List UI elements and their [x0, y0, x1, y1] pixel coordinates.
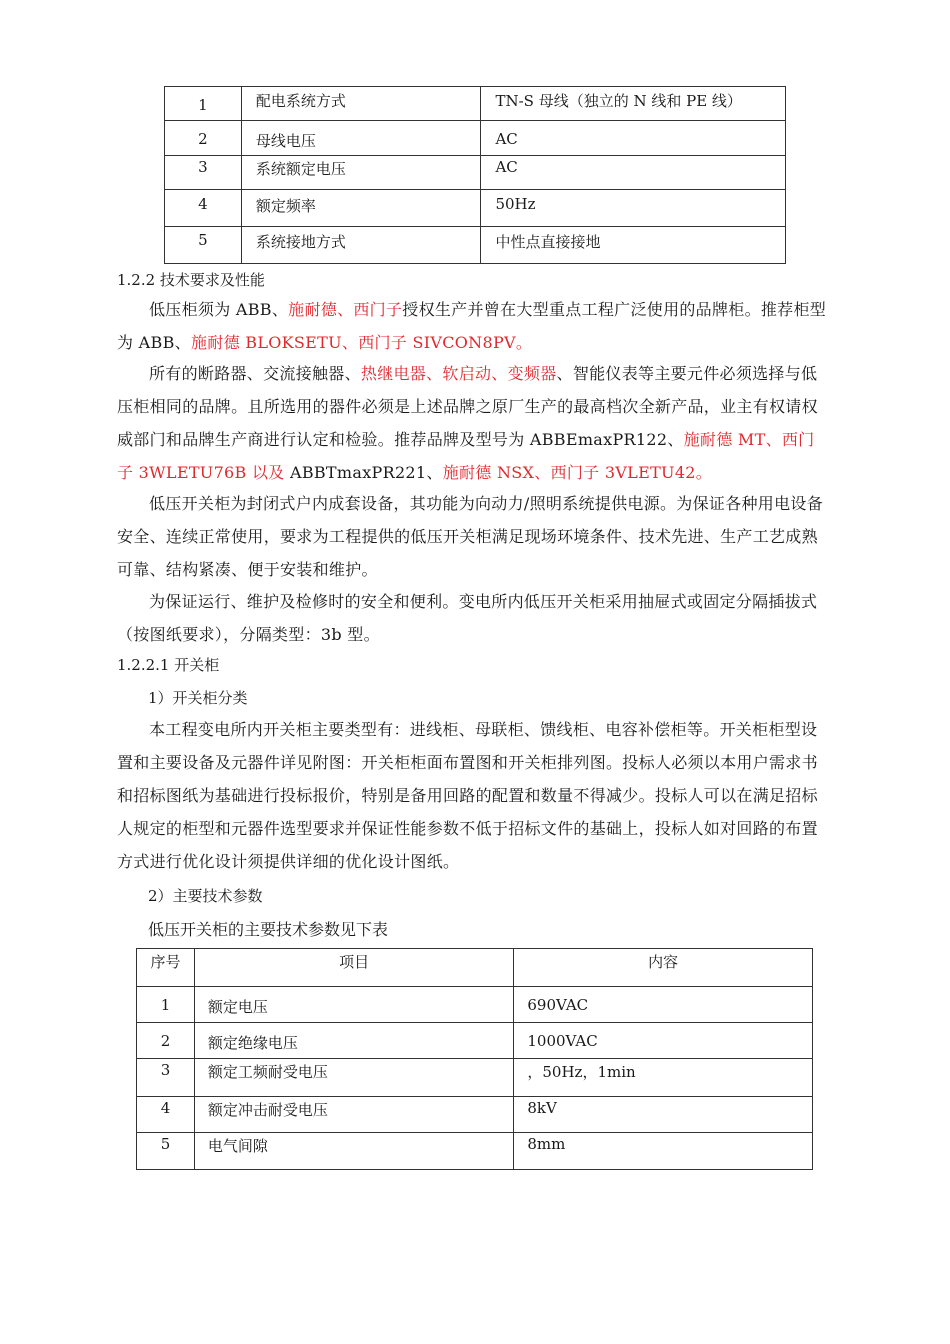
- cell-no: 5: [165, 227, 242, 264]
- cell-no: 1: [165, 87, 242, 121]
- cell-value: 8kV: [514, 1097, 813, 1133]
- cell-item: 母线电压: [241, 121, 481, 156]
- cell-no: 1: [137, 987, 195, 1023]
- text-run: ABBTmaxPR221、: [284, 463, 443, 482]
- cell-no: 2: [137, 1023, 195, 1059]
- cell-item: 额定电压: [194, 987, 513, 1023]
- table-row: [165, 190, 786, 227]
- table-row: [137, 1133, 813, 1170]
- cell-value: AC: [481, 121, 786, 156]
- cell-value: 中性点直接接地: [481, 227, 786, 264]
- cell-item: 额定频率: [241, 190, 481, 227]
- cell-no: 3: [137, 1059, 195, 1097]
- switchgear-params-table: [136, 948, 813, 1170]
- table-row: [137, 1097, 813, 1133]
- table-header-row: [137, 949, 813, 987]
- cell-no: 4: [165, 190, 242, 227]
- table-caption: 低压开关柜的主要技术参数见下表: [148, 920, 389, 939]
- section-heading-1221: 1.2.2.1 开关柜: [117, 656, 220, 674]
- text-run-red: 施耐德 MT、西门子 3WLETU76B 以及: [117, 430, 815, 482]
- cell-value: 50Hz: [481, 190, 786, 227]
- cell-item: 配电系统方式: [241, 87, 481, 121]
- cell-item: 系统额定电压: [241, 156, 481, 190]
- text-run-red: 施耐德 NSX、西门子 3VLETU42。: [442, 463, 713, 482]
- text-run-red: 施耐德 BLOKSETU、西门子 SIVCON8PV。: [190, 333, 533, 352]
- cell-value: AC: [481, 156, 786, 190]
- system-params-table: [164, 86, 786, 264]
- table-row: [165, 121, 786, 156]
- text-run-red: 热继电器、软启动、变频器: [360, 364, 557, 383]
- cell-item: 额定工频耐受电压: [194, 1059, 513, 1097]
- cell-value: 690VAC: [514, 987, 813, 1023]
- cell-no: 3: [165, 156, 242, 190]
- text-run: 授权生产并曾在大型重点工程广泛使用的品牌柜。推荐柜型为 ABB、: [117, 300, 827, 352]
- text-run: 、智能仪表等主要元件必须选择与低压柜相同的品牌。且所选用的器件必须是上述品牌之原厂生产的最高档次全新产品，业主有权请权威部门和品牌生产商进行认定和检验。推荐品牌及型号为 ABBEmaxPR122、: [117, 364, 818, 449]
- cell-item: 额定冲击耐受电压: [194, 1097, 513, 1133]
- table-row: [137, 1023, 813, 1059]
- paragraph-brand-cabinets: [117, 293, 829, 359]
- section-heading-122: 1.2.2 技术要求及性能: [117, 271, 265, 289]
- paragraph-switchgear-description: 低压开关柜为封闭式户内成套设备，其功能为向动力/照明系统提供电源。为保证各种用电设备安全、连续正常使用，要求为工程提供的低压开关柜满足现场环境条件、技术先进、生产工艺成熟可靠、结构紧凑、便于安装和维护。: [117, 494, 823, 579]
- cell-no: 4: [137, 1097, 195, 1133]
- subheading-parameters: 2）主要技术参数: [148, 887, 263, 905]
- cell-no: 5: [137, 1133, 195, 1170]
- text-run: 所有的断路器、交流接触器、: [149, 364, 361, 383]
- table-row: [165, 227, 786, 264]
- table-row: [137, 987, 813, 1023]
- subheading-classification: 1）开关柜分类: [148, 689, 248, 707]
- cell-item: 系统接地方式: [241, 227, 481, 264]
- header-no: 序号: [137, 949, 195, 987]
- table-row: [137, 1059, 813, 1097]
- cell-item: 电气间隙: [194, 1133, 513, 1170]
- paragraph-safety: 为保证运行、维护及检修时的安全和便利。变电所内低压开关柜采用抽屉式或固定分隔插拔式（按图纸要求），分隔类型：3b 型。: [117, 592, 818, 644]
- header-value: 内容: [514, 949, 813, 987]
- cell-value: TN-S 母线（独立的 N 线和 PE 线）: [481, 87, 786, 121]
- table-row: [165, 87, 786, 121]
- table-row: [165, 156, 786, 190]
- header-item: 项目: [194, 949, 513, 987]
- cell-value: 1000VAC: [514, 1023, 813, 1059]
- text-run-red: 施耐德、西门子: [288, 300, 403, 319]
- cell-item: 额定绝缘电压: [194, 1023, 513, 1059]
- paragraph-components: [117, 357, 829, 489]
- cell-value: ，50Hz，1min: [514, 1059, 813, 1097]
- text-run: 低压柜须为 ABB、: [149, 300, 289, 319]
- cell-value: 8mm: [514, 1133, 813, 1170]
- cell-no: 2: [165, 121, 242, 156]
- paragraph-cabinet-types: 本工程变电所内开关柜主要类型有：进线柜、母联柜、馈线柜、电容补偿柜等。开关柜柜型设置和主要设备及元器件详见附图：开关柜柜面布置图和开关柜排列图。投标人必须以本用户需求书和招标图纸为基础进行投标报价，特别是备用回路的配置和数量不得减少。投标人可以在满足招标人规定的柜型和元器件选型要求并保证性能参数不低于招标文件的基础上，投标人如对回路的布置方式进行优化设计须提供详细的优化设计图纸。: [117, 720, 818, 871]
